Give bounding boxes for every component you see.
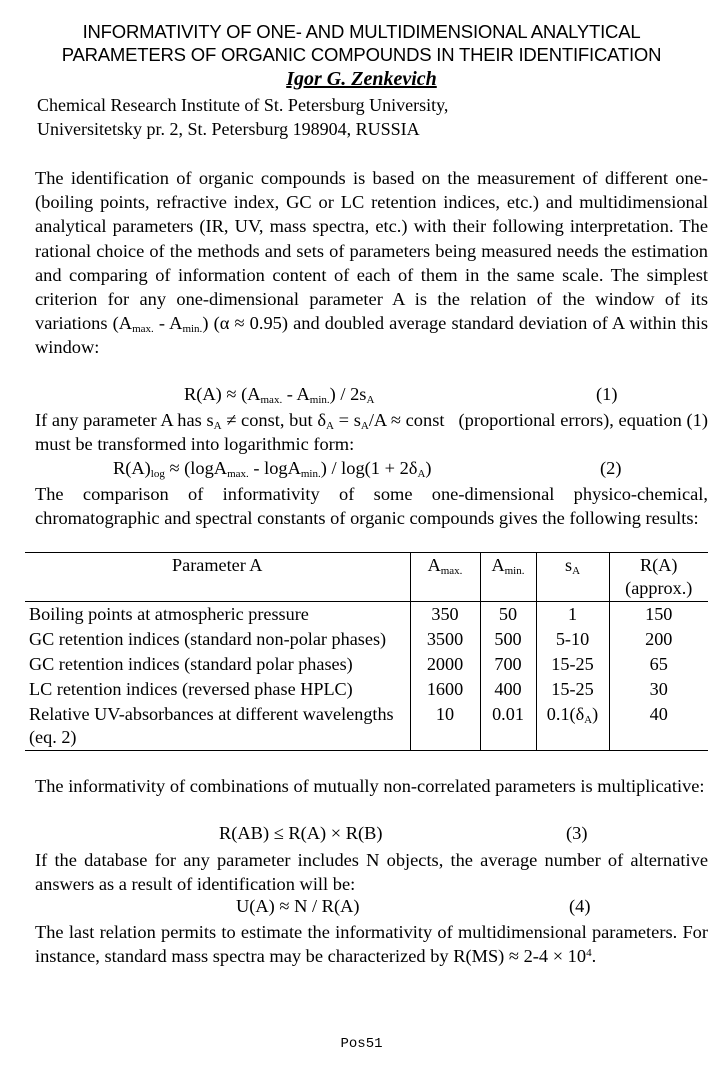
row-amax: 10 — [410, 702, 480, 751]
row-amax: 350 — [410, 602, 480, 628]
row-sa: 1 — [536, 602, 609, 628]
paper-title — [20, 20, 703, 66]
header-amin: $A_{min.}$ — [480, 553, 536, 602]
para2-tail: equation (1) must be transformed into logarithmic form: — [35, 410, 708, 455]
equation-1: $R(A) \approx (A_{max.} - A_{min.}) / 2s_A$ — [184, 384, 375, 406]
table-row — [25, 677, 708, 702]
table-row — [25, 602, 708, 628]
table-row — [25, 627, 708, 652]
row-amax: 1600 — [410, 677, 480, 702]
header-ra: R(A) (approx.) — [625, 555, 693, 598]
title-line-2: PARAMETERS OF ORGANIC COMPOUNDS IN THEIR IDENTIFICATION — [61, 44, 662, 65]
equation-3-number: (3) — [566, 823, 588, 843]
intro-text: The identification of organic compounds is based on the measurement of different one- (boiling points, refractive index, GC or LC retention indices, etc.) and multidimensional analytical parameters (IR, UV, mass spectra, etc.) with their following interpretation. The rational choice of the methods and sets of parameters being measured needs the estimation and comparing of information content of each of them in the same scale. The simplest criterion for any one-dimensional parameter A is the relation of the window of its variations — [35, 168, 708, 334]
equation-2-number: (2) — [600, 458, 622, 478]
row-param: GC retention indices (standard polar phases) — [25, 652, 410, 677]
row-amin: 50 — [480, 602, 536, 628]
para2-text: If any parameter A has s — [35, 410, 214, 430]
equation-2: $R(A)_{log} \approx (\log A_{max.} - \log A_{min.}) / \log(1 + 2\delta_A)$ — [113, 458, 432, 480]
page-footer-code: Pos51 — [340, 1036, 383, 1052]
proportional-errors-paragraph: If any parameter A has $s_A$ ≠ const, but $\delta_A = s_A/A$ ≈ const (proportional errors), equation (1) must be transformed into logarithmic form: — [35, 410, 708, 455]
row-ra: 30 — [649, 679, 668, 699]
equation-4-number: (4) — [569, 896, 591, 916]
database-paragraph: If the database for any parameter includes N objects, the average number of alternative answers as a result of identification will be: — [35, 850, 708, 895]
equation-4: U(A) ≈ N / R(A) — [236, 896, 360, 916]
row-sa: 15-25 — [536, 677, 609, 702]
row-param: LC retention indices (reversed phase HPLC) — [25, 677, 410, 702]
multiplicative-paragraph: The informativity of combinations of mutually non-correlated parameters is multiplicative: — [35, 776, 705, 796]
row-amax: 2000 — [410, 652, 480, 677]
header-amax: $A_{max.}$ — [410, 553, 480, 602]
table-header-row — [25, 553, 708, 602]
row-ra: 40 — [649, 704, 668, 724]
row-param: GC retention indices (standard non-polar phases) — [25, 627, 410, 652]
row-amin: 400 — [480, 677, 536, 702]
mass-spectra-paragraph: The last relation permits to estimate the informativity of multidimensional parameters. For instance, standard mass spectra may be characterized by $R(MS) \approx 2-4 \times 10^4$. — [35, 922, 708, 967]
author-name: Igor G. Zenkevich — [286, 68, 437, 90]
para6-text: The last relation permits to estimate the informativity of multidimensional parameters. For instance, standard mass spectra may be characterized by R(MS) ≈ 2-4 × 10 — [35, 922, 708, 967]
header-parameter: Parameter A — [25, 553, 410, 602]
row-amax: 3500 — [410, 627, 480, 652]
affiliation-line-2: Universitetsky pr. 2, St. Petersburg 198904, RUSSIA — [37, 119, 420, 139]
row-sa: 5-10 — [536, 627, 609, 652]
row-amin: 500 — [480, 627, 536, 652]
header-sa: $s_A$ — [536, 553, 609, 602]
equation-1-number: (1) — [596, 384, 618, 404]
row-amin: 700 — [480, 652, 536, 677]
row-sa: 15-25 — [536, 652, 609, 677]
row-sa: $0.1(\delta_A)$ — [536, 702, 609, 751]
title-line-1: INFORMATIVITY OF ONE- AND MULTIDIMENSIONAL ANALYTICAL — [82, 21, 641, 42]
row-ra: 65 — [649, 654, 668, 674]
table-row — [25, 702, 708, 751]
row-ra: 150 — [645, 604, 673, 624]
row-ra: 200 — [645, 629, 673, 649]
row-param: Boiling points at atmospheric pressure — [25, 602, 410, 628]
table-row — [25, 652, 708, 677]
informativity-table — [25, 552, 708, 751]
row-amin: 0.01 — [480, 702, 536, 751]
affiliation-line-1: Chemical Research Institute of St. Petersburg University, — [37, 95, 449, 115]
intro-paragraph: The identification of organic compounds is based on the measurement of different one- (boiling points, refractive index, GC or LC retention indices, etc.) and multidimensional analytical parameters (IR, UV, mass spectra, etc.) with their following interpretation. The rational choice of the methods and sets of parameters being measured needs the estimation and comparing of information content of each of them in the same scale. The simplest criterion for any one-dimensional parameter A is the relation of the window of its variations $(A_{max.} - A_{min.}) (\alpha \approx 0.95)$ and doubled average standard deviation of A within this window: — [35, 168, 708, 358]
equation-3: R(AB) ≤ R(A) × R(B) — [219, 823, 383, 843]
comparison-paragraph: The comparison of informativity of some one-dimensional physico-chemical, chromatographic and spectral constants of organic compounds gives the following results: — [35, 484, 708, 529]
row-param: Relative UV-absorbances at different wavelengths (eq. 2) — [25, 702, 410, 751]
intro-tail: and doubled average standard deviation of A within this window: — [35, 313, 708, 358]
